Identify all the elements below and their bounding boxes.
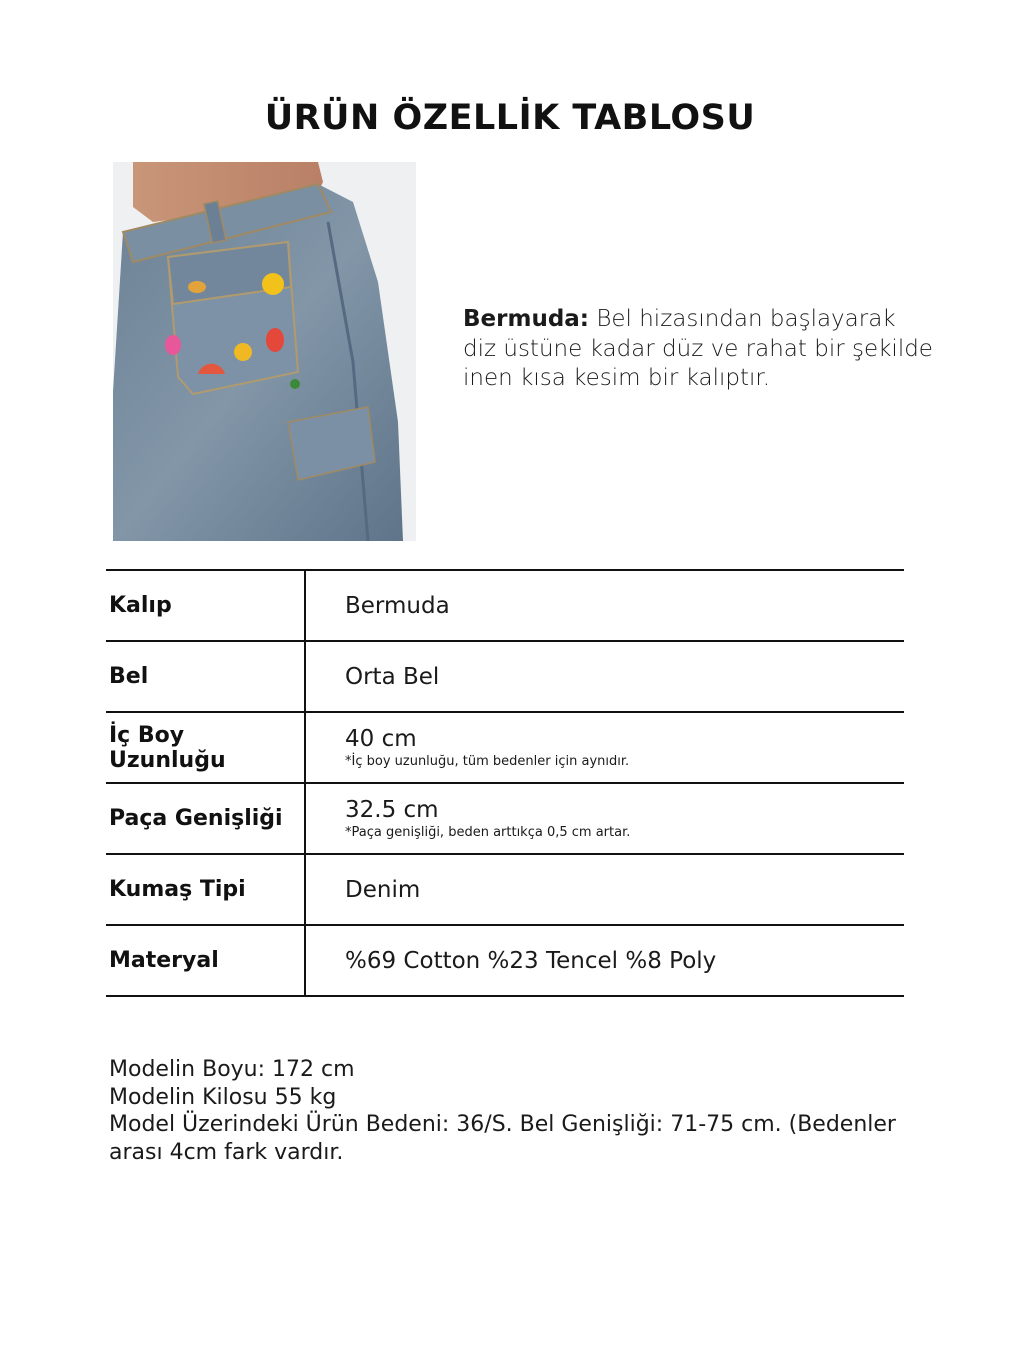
spec-value-cell — [306, 571, 904, 640]
spec-value: Orta Bel — [345, 663, 440, 690]
spec-value-cell — [306, 713, 904, 782]
model-weight: Modelin Kilosu 55 kg — [109, 1084, 337, 1110]
spec-key: Paça Genişliği — [106, 784, 306, 853]
spec-value-cell — [306, 926, 904, 995]
spec-value-cell — [306, 642, 904, 711]
spec-value-cell — [306, 855, 904, 924]
spec-row-kalip — [106, 571, 904, 642]
spec-key: Kalıp — [106, 571, 306, 640]
spec-note: *Paça genişliği, beden arttıkça 0,5 cm artar. — [345, 825, 631, 840]
spec-value: Bermuda — [345, 592, 450, 619]
spec-value: %69 Cotton %23 Tencel %8 Poly — [345, 947, 717, 974]
spec-key: Kumaş Tipi — [106, 855, 306, 924]
spec-value-cell — [306, 784, 904, 853]
spec-row-ic-boy — [106, 713, 904, 784]
description-text: Bel hizasından başlayarak diz üstüne kadar düz ve rahat bir şekilde inen kısa kesim bir kalıptır. — [463, 306, 933, 391]
spec-row-bel — [106, 642, 904, 713]
spec-key: Materyal — [106, 926, 306, 995]
spec-table — [106, 569, 904, 997]
spec-note: *İç boy uzunluğu, tüm bedenler için aynıdır. — [345, 754, 630, 769]
spec-row-kumas — [106, 855, 904, 926]
denim-shorts-illustration — [113, 162, 416, 541]
spec-value: 40 cm — [345, 726, 417, 752]
spec-row-materyal — [106, 926, 904, 997]
product-description — [463, 305, 933, 394]
spec-value: Denim — [345, 876, 421, 903]
spec-key: Bel — [106, 642, 306, 711]
description-label: Bermuda: — [463, 306, 589, 332]
product-photo — [113, 162, 416, 541]
spec-row-paca — [106, 784, 904, 855]
model-info — [109, 1056, 899, 1166]
spec-key: İç Boy Uzunluğu — [106, 713, 306, 782]
model-size: Model Üzerindeki Ürün Bedeni: 36/S. Bel Genişliği: 71-75 cm. (Bedenler arası 4cm fark vardır. — [109, 1112, 896, 1165]
spec-value: 32.5 cm — [345, 797, 439, 823]
page-title: ÜRÜN ÖZELLİK TABLOSU — [264, 98, 756, 138]
model-height: Modelin Boyu: 172 cm — [109, 1057, 355, 1082]
